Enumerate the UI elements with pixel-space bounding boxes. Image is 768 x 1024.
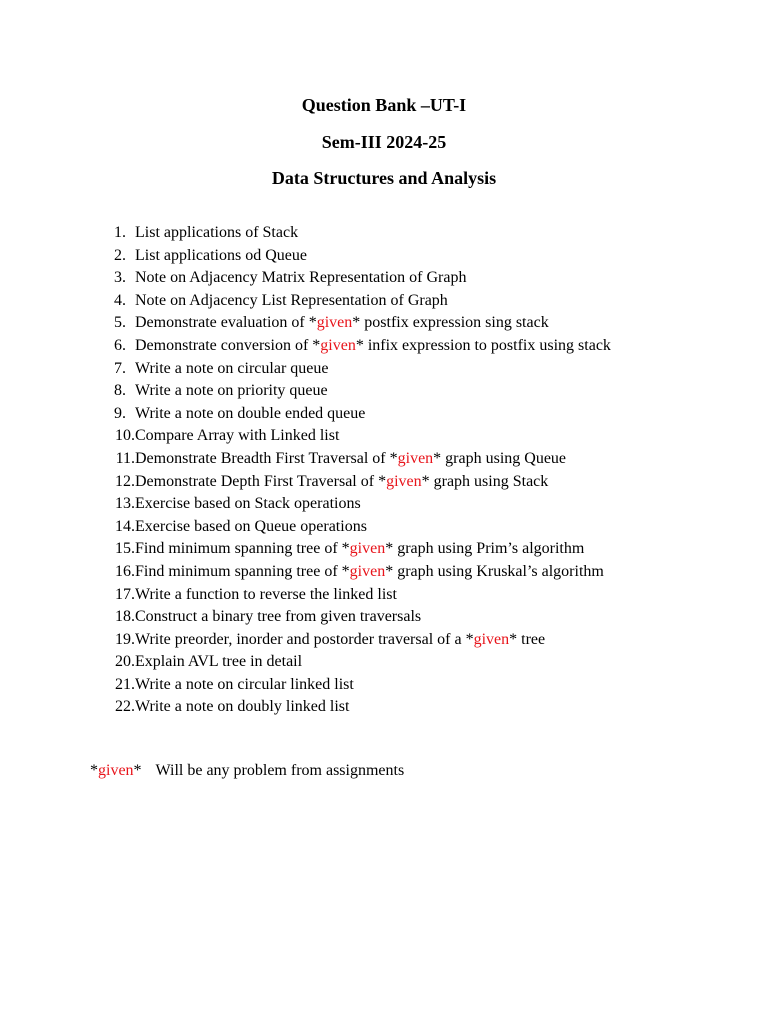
question-number: 14.: [115, 517, 135, 535]
footnote-text: Will be any problem from assignments: [155, 762, 405, 779]
question-text: [135, 651, 302, 673]
question-number: 21.: [115, 675, 135, 693]
question-text-part: Exercise based on Stack operations: [135, 495, 361, 513]
question-number: 18.: [115, 608, 135, 626]
question-text-part: Demonstrate conversion of *: [135, 336, 321, 354]
question-text: [135, 335, 611, 357]
question-text: [135, 245, 307, 267]
question-text-part: Construct a binary tree from given traversals: [135, 608, 422, 626]
footnote: [90, 760, 404, 782]
question-number: 19.: [115, 630, 135, 648]
question-text-part: Write a note on doubly linked list: [135, 698, 350, 716]
footnote-star-open: *: [90, 762, 98, 779]
question-text-part: Write a note on priority queue: [135, 382, 328, 400]
question-text: [135, 516, 367, 538]
question-text: [135, 403, 365, 425]
question-number: 2.: [114, 246, 126, 264]
question-number: 5.: [114, 314, 126, 332]
question-text-part: * graph using Stack: [421, 472, 549, 490]
footnote-given: given: [98, 762, 134, 779]
question-text-part: List applications od Queue: [135, 246, 307, 264]
given-highlight: given: [349, 540, 386, 558]
question-text: [135, 674, 354, 696]
question-text: [135, 561, 604, 583]
question-text: [135, 290, 448, 312]
question-number: 8.: [114, 382, 126, 400]
document-title: Question Bank –UT-I: [301, 95, 467, 115]
question-number: 3.: [114, 269, 126, 287]
given-highlight: given: [320, 336, 356, 354]
question-text-part: Find minimum spanning tree of *: [135, 540, 350, 558]
question-text: [135, 493, 361, 515]
question-number: 15.: [115, 540, 135, 558]
question-text-part: Write a function to reverse the linked list: [135, 585, 397, 603]
question-text: [135, 584, 397, 606]
question-number: 10.: [115, 427, 135, 445]
question-number: 16.: [115, 562, 135, 580]
question-text: [135, 425, 339, 447]
question-number: 22.: [115, 698, 135, 716]
question-text-part: Write preorder, inorder and postorder traversal of a *: [135, 630, 474, 648]
footnote-star-close: *: [133, 762, 142, 779]
question-number: 11.: [115, 449, 135, 467]
question-text-part: Explain AVL tree in detail: [135, 653, 303, 671]
question-text-part: Write a note on circular queue: [135, 359, 329, 377]
question-text-part: * graph using Queue: [433, 449, 567, 467]
question-text-part: Demonstrate Depth First Traversal of *: [135, 472, 387, 490]
question-text: [135, 380, 328, 402]
question-text: [135, 222, 298, 244]
question-number: 13.: [115, 495, 135, 513]
question-text-part: Demonstrate evaluation of *: [135, 314, 317, 332]
question-text: [135, 358, 328, 380]
given-highlight: given: [316, 314, 353, 332]
question-text-part: * infix expression to postfix using stack: [355, 336, 611, 354]
given-highlight: given: [349, 562, 386, 580]
question-text-part: Find minimum spanning tree of *: [135, 562, 350, 580]
question-number: 20.: [115, 653, 135, 671]
question-text-part: Write a note on circular linked list: [135, 675, 354, 693]
question-text-part: * graph using Prim’s algorithm: [385, 540, 585, 558]
given-highlight: given: [473, 630, 510, 648]
question-number: 17.: [115, 585, 135, 603]
question-number: 6.: [114, 336, 126, 354]
question-text-part: List applications of Stack: [135, 224, 299, 241]
question-text: [135, 696, 349, 718]
question-text-part: * graph using Kruskal’s algorithm: [385, 562, 604, 580]
question-text: [135, 448, 566, 470]
question-text: [135, 312, 549, 334]
question-number: 7.: [114, 359, 126, 377]
question-text-part: * postfix expression sing stack: [352, 314, 549, 332]
question-text: [135, 629, 545, 651]
question-number: 12.: [115, 472, 135, 490]
question-text-part: Compare Array with Linked list: [135, 427, 340, 445]
question-text-part: Note on Adjacency List Representation of Graph: [135, 291, 448, 309]
question-text-part: Write a note on double ended queue: [135, 404, 366, 422]
question-number: 9.: [114, 404, 126, 422]
question-text-part: Note on Adjacency Matrix Representation of Graph: [135, 269, 467, 287]
subject-heading: Data Structures and Analysis: [271, 168, 497, 188]
question-text: [135, 471, 548, 493]
question-text: [135, 267, 466, 289]
question-number: 4.: [114, 291, 126, 309]
semester-heading: Sem-III 2024-25: [321, 132, 447, 152]
question-text: [135, 606, 421, 628]
question-number: 1.: [114, 224, 126, 241]
given-highlight: given: [397, 449, 434, 467]
question-text-part: * tree: [509, 630, 546, 648]
question-text-part: Demonstrate Breadth First Traversal of *: [135, 449, 398, 467]
given-highlight: given: [386, 472, 422, 490]
question-text-part: Exercise based on Queue operations: [135, 517, 367, 535]
question-text: [135, 538, 584, 560]
